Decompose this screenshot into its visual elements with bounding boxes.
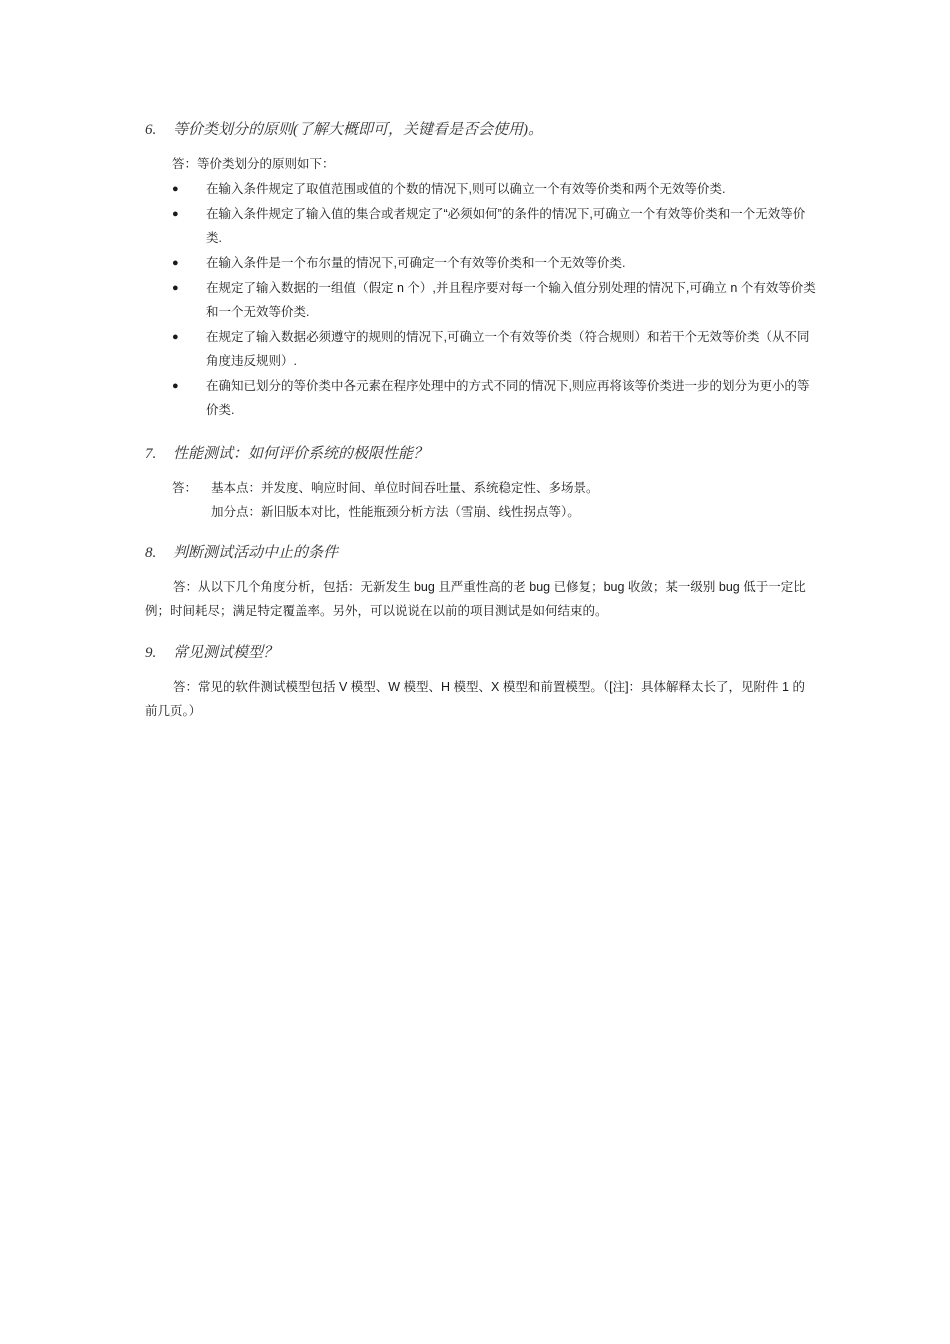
question-6-title: 等价类划分的原则(了解大概即可，关键看是否会使用)。 (173, 122, 543, 138)
question-9-answer: 答：常见的软件测试模型包括 V 模型、W 模型、H 模型、X 模型和前置模型。（[注]：具体解释太长了，见附件 1 的前几页。） (145, 680, 805, 718)
question-7-answer-label: 答： (172, 481, 198, 495)
question-8-answer: 答：从以下几个角度分析，包括：无新发生 bug 且严重性高的老 bug 已修复；bug 收敛；某一级别 bug 低于一定比例；时间耗尽；满足特定覆盖率。另外，可以说说在以前的项目测试是如何结束的。 (145, 580, 806, 618)
list-item: ● 在规定了输入数据必须遵守的规则的情况下,可确立一个有效等价类（符合规则）和若干个无效等价类（从不同角度违反规则）. (170, 325, 820, 373)
question-8-number: 8. (145, 545, 157, 561)
bullet-icon: ● (172, 282, 179, 294)
question-8-heading (145, 541, 338, 562)
list-item: ● 在规定了输入数据的一组值（假定 n 个）,并且程序要对每一个输入值分别处理的情况下,可确立 n 个有效等价类和一个无效等价类. (170, 276, 820, 324)
question-7-answer-line-1: 基本点：并发度、响应时间、单位时间吞吐量、系统稳定性、多场景。 (211, 481, 599, 495)
bullet-icon: ● (172, 257, 179, 269)
question-9-number: 9. (145, 645, 157, 661)
question-6-answer-intro: 答：等价类划分的原则如下： (172, 157, 335, 171)
list-item: ● 在输入条件规定了取值范围或值的个数的情况下,则可以确立一个有效等价类和两个无效等价类. (170, 177, 820, 201)
list-item: ● 在输入条件是一个布尔量的情况下,可确定一个有效等价类和一个无效等价类. (170, 251, 820, 275)
bullet-icon: ● (172, 183, 179, 195)
question-9-heading (145, 641, 278, 662)
question-6-bullet-list (170, 177, 820, 423)
list-item: ● 在确知已划分的等价类中各元素在程序处理中的方式不同的情况下,则应再将该等价类进一步的划分为更小的等价类. (170, 374, 820, 422)
bullet-icon: ● (172, 380, 179, 392)
bullet-icon: ● (172, 331, 179, 343)
question-9-title: 常见测试模型？ (173, 645, 279, 661)
bullet-icon: ● (172, 208, 179, 220)
list-item: ● 在输入条件规定了输入值的集合或者规定了“必须如何”的条件的情况下,可确立一个有效等价类和一个无效等价类. (170, 202, 820, 250)
question-7-number: 7. (145, 446, 157, 462)
question-6-heading (145, 118, 543, 139)
question-7-title: 性能测试：如何评价系统的极限性能？ (173, 446, 429, 462)
question-8-title: 判断测试活动中止的条件 (173, 545, 339, 561)
question-7-answer-line-2: 加分点：新旧版本对比，性能瓶颈分析方法（雪崩、线性拐点等）。 (211, 505, 580, 519)
question-7-heading (145, 442, 428, 463)
question-6-number: 6. (145, 122, 157, 138)
